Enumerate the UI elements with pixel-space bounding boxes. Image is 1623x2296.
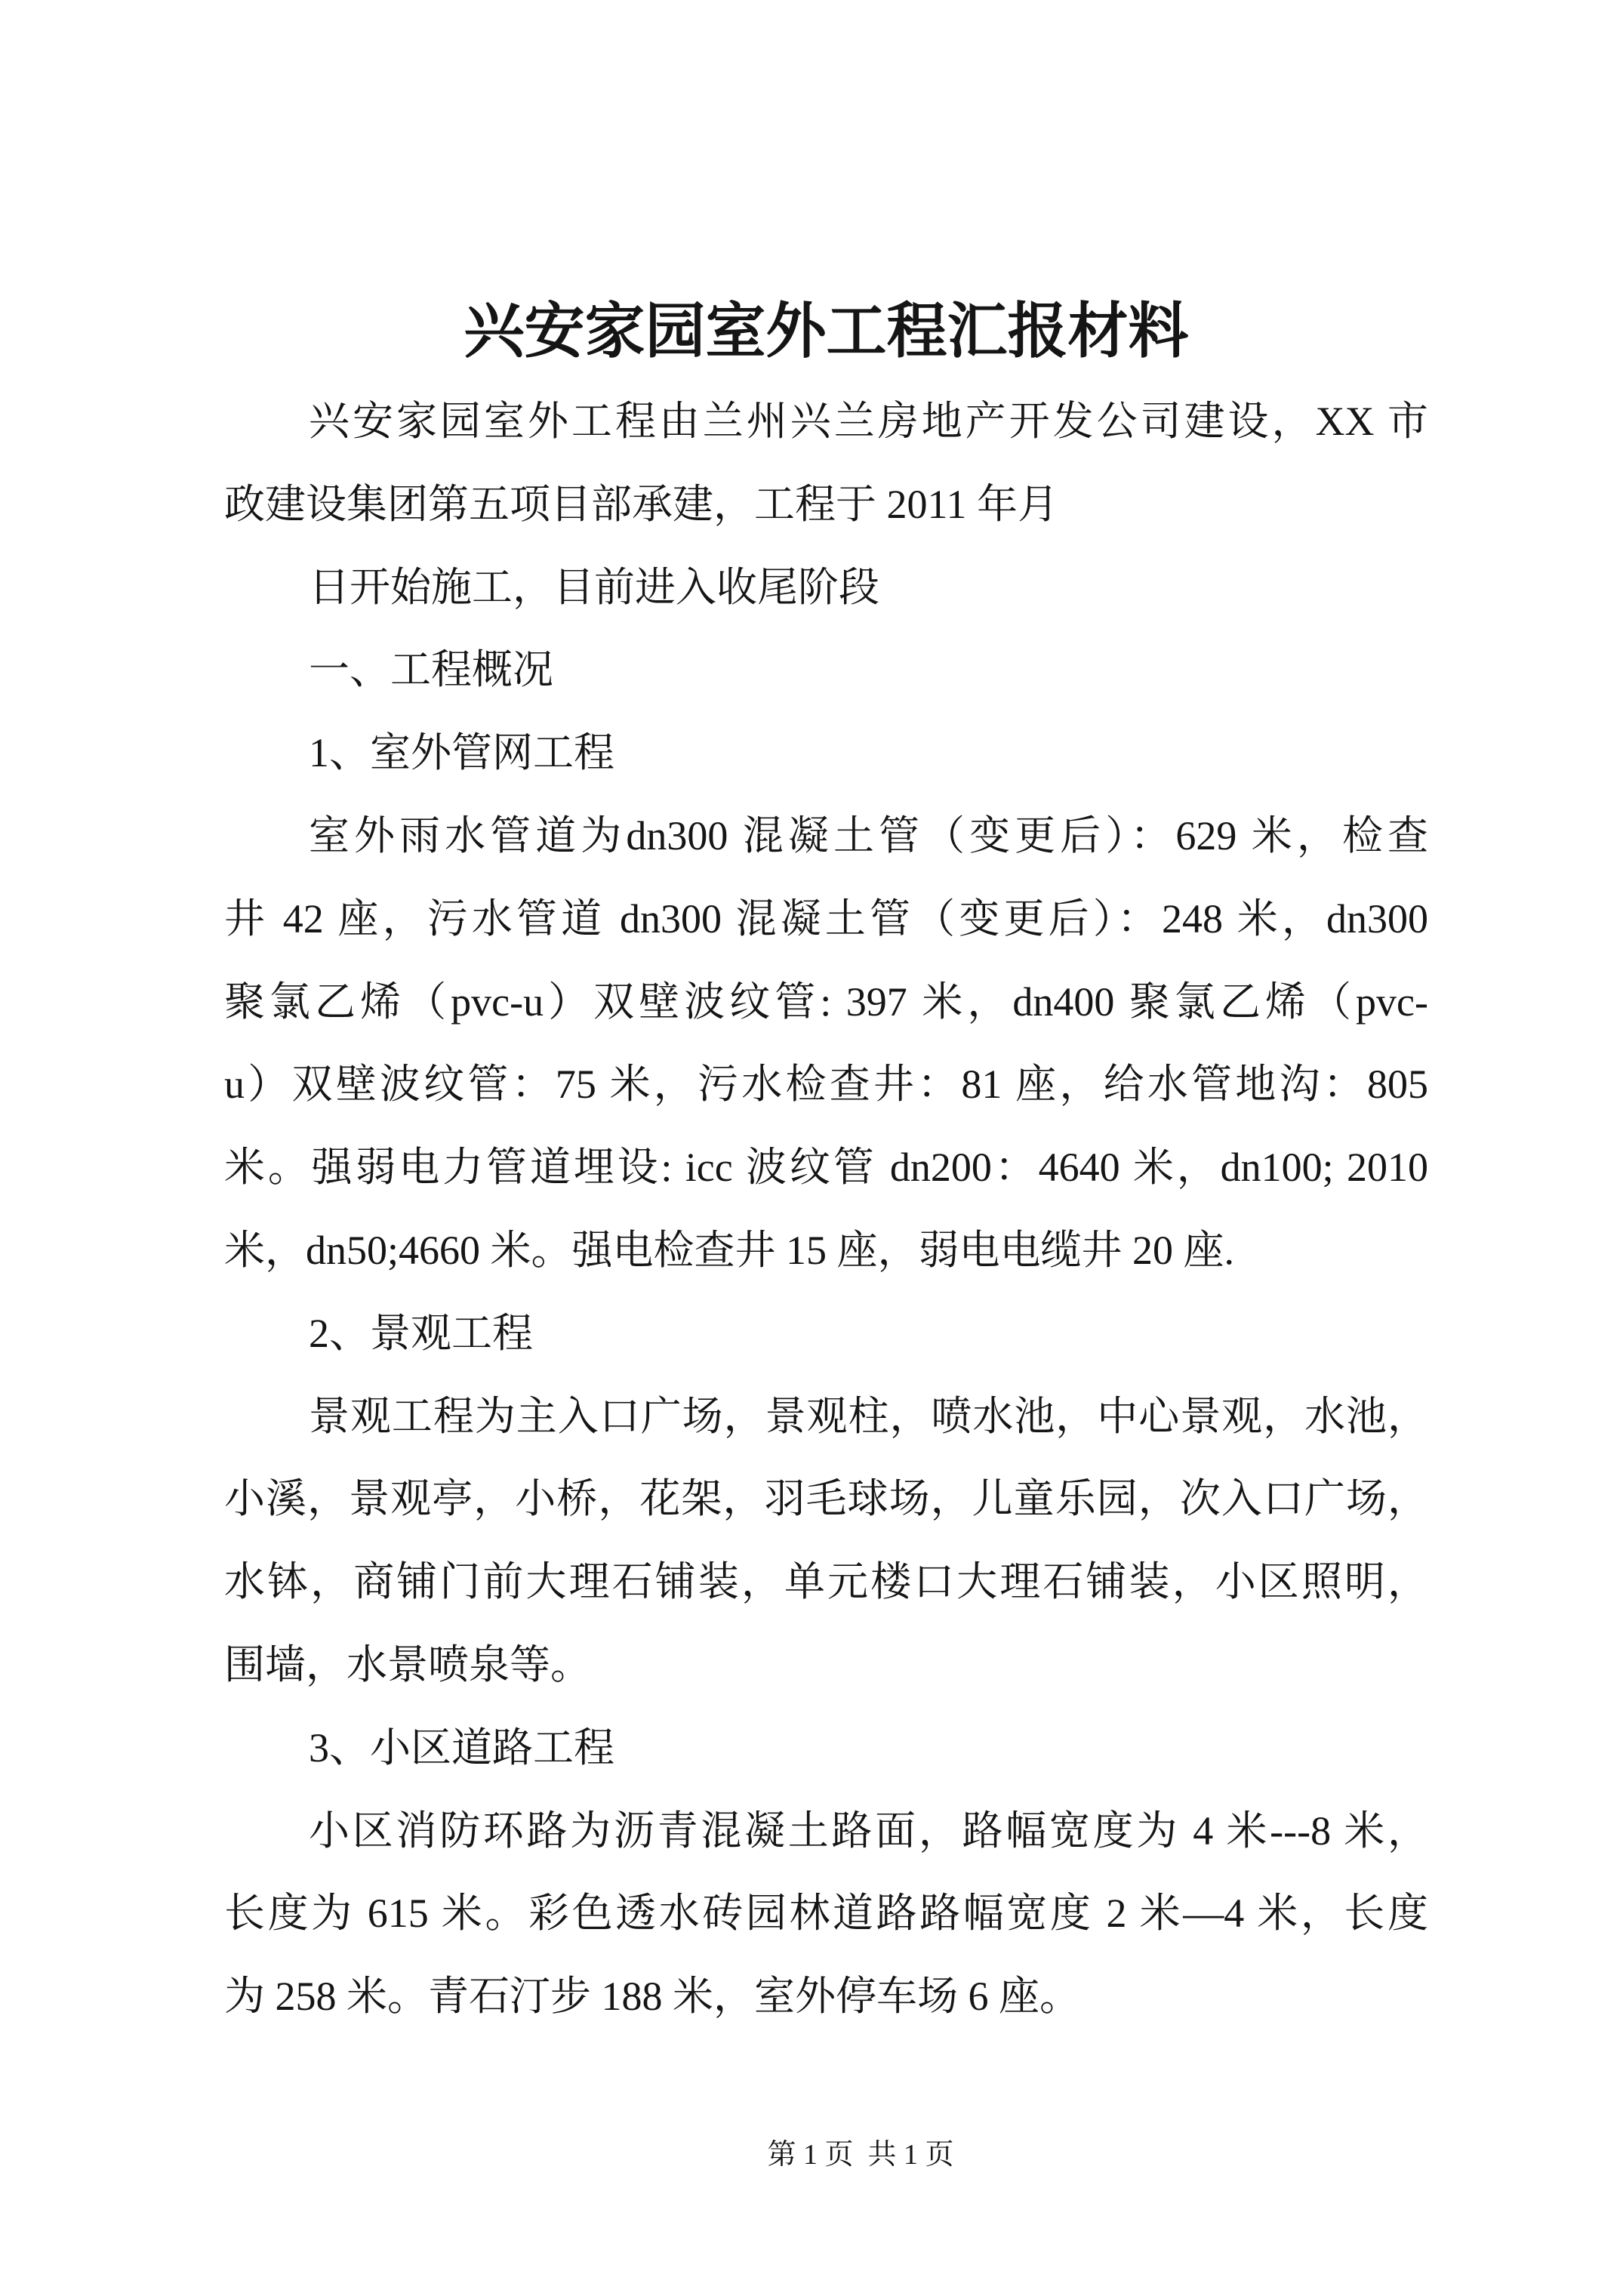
page-title: 兴安家园室外工程汇报材料 xyxy=(463,299,1189,365)
body-line: 米。强弱电力管道埋设: icc 波纹管 dn200：4640 米，dn100; 2010 xyxy=(224,1145,1428,1191)
body-line: 聚氯乙烯（pvc-u）双壁波纹管: 397 米，dn400 聚氯乙烯（pvc- xyxy=(224,978,1428,1025)
body-line: 水钵，商铺门前大理石铺装，单元楼口大理石铺装，小区照明， xyxy=(224,1559,1428,1605)
body-line: 日开始施工，目前进入收尾阶段 xyxy=(309,564,879,610)
body-line: 小溪，景观亭，小桥，花架，羽毛球场，儿童乐园，次入口广场， xyxy=(224,1476,1428,1522)
body-line: 为 258 米。青石汀步 188 米，室外停车场 6 座。 xyxy=(224,1974,1080,2020)
document-body xyxy=(224,381,1428,2039)
section-heading: 1、室外管网工程 xyxy=(309,730,614,776)
body-line: 井 42 座，污水管道 dn300 混凝土管（变更后）：248 米，dn300 xyxy=(224,895,1428,942)
body-line: 围墙，水景喷泉等。 xyxy=(224,1641,591,1687)
section-heading-overview: 一、工程概况 xyxy=(309,647,553,693)
body-line: 景观工程为主入口广场，景观柱，喷水池，中心景观，水池， xyxy=(309,1393,1428,1439)
body-line: 室外雨水管道为dn300 混凝土管（变更后）：629 米，检查 xyxy=(309,812,1428,858)
body-line: 政建设集团第五项目部承建，工程于 2011 年月 xyxy=(224,481,1058,527)
body-line: 长度为 615 米。彩色透水砖园林道路路幅宽度 2 米—4 米，长度 xyxy=(224,1891,1428,1937)
body-line: 兴安家园室外工程由兰州兴兰房地产开发公司建设，XX 市 xyxy=(309,399,1428,444)
body-line: 小区消防环路为沥青混凝土路面，路幅宽度为 4 米---8 米， xyxy=(309,1808,1428,1854)
section-heading: 2、景观工程 xyxy=(309,1310,533,1356)
page-footer: 第 1 页 共 1 页 xyxy=(767,2139,954,2171)
section-heading: 3、小区道路工程 xyxy=(309,1724,614,1771)
body-line: 米，dn50;4660 米。强电检查井 15 座，弱电电缆井 20 座. xyxy=(224,1227,1235,1273)
body-line: u）双壁波纹管：75 米，污水检查井：81 座，给水管地沟：805 xyxy=(224,1062,1428,1108)
